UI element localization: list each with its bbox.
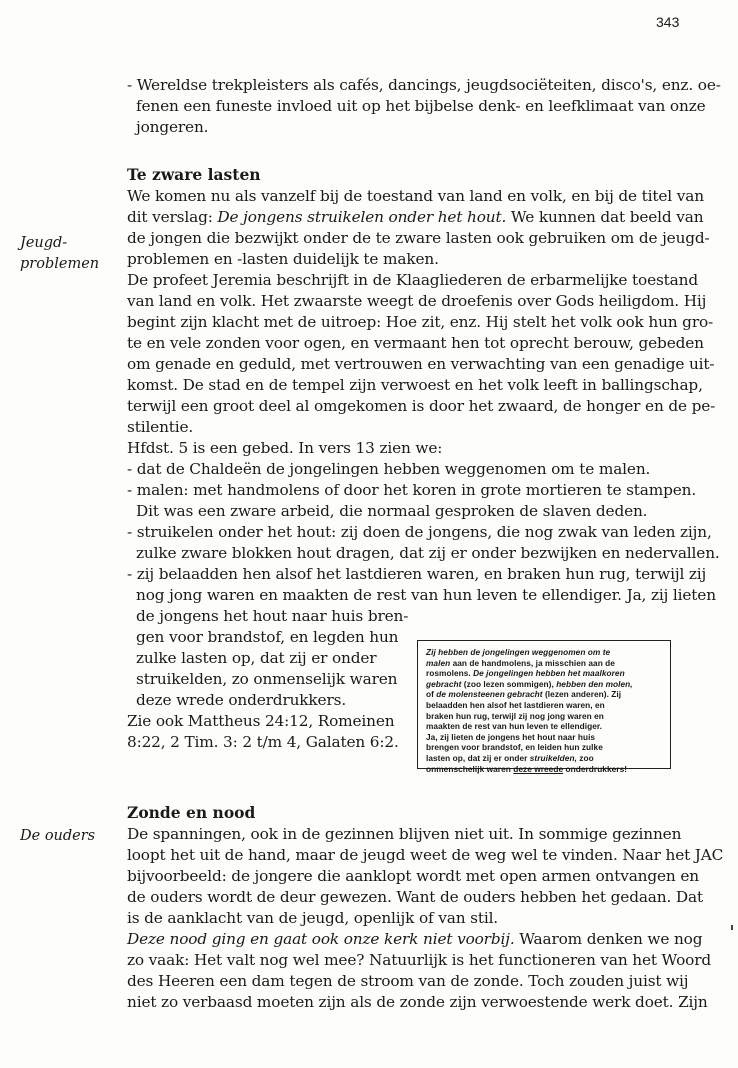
quote-line (426, 647, 666, 658)
body-line: de ouders wordt de deur gewezen. Want de ouders hebben het gedaan. Dat (127, 888, 703, 906)
quote-run: aan de handmolens, ja misschien aan de (450, 657, 615, 668)
margin-note-jeugd: Jeugd- (20, 235, 68, 251)
body-line: begint zijn klacht met de uitroep: Hoe zit, enz. Hij stelt het volk ook hun gro- (127, 313, 714, 331)
page-number: 343 (656, 14, 680, 30)
text-run: Waarom denken we nog (514, 930, 703, 948)
quote-run: (zoo lezen sommigen), (461, 678, 557, 689)
narrow-line: gen voor brandstof, en legden hun (136, 628, 399, 646)
list-item-continuation: zulke zware blokken hout dragen, dat zij er onder bezwijken en nedervallen. (136, 544, 720, 562)
quote-line (426, 668, 666, 679)
list-item: - zij belaadden hen alsof het lastdieren waren, en braken hun rug, terwijl zij (127, 565, 707, 583)
body-line: Hfdst. 5 is een gebed. In vers 13 zien we: (127, 439, 443, 457)
intro-line: jongeren. (136, 118, 209, 136)
quote-line: Ja, zij lieten de jongens het hout naar huis (426, 731, 596, 742)
quote-italic: Zij hebben de jongelingen weggenomen om te (426, 647, 611, 657)
body-line: terwijl een groot deel al omgekomen is door het zwaard, de honger en de pe- (127, 397, 716, 415)
body-line: om genade en geduld, met vertrouwen en verwachting van een genadige uit- (127, 355, 715, 373)
body-line: des Heeren een dam tegen de stroom van de zonde. Toch zouden juist wij (127, 972, 689, 990)
quote-line (426, 764, 666, 775)
narrow-line: struikelden, zo onmenselijk waren (136, 670, 398, 688)
quote-line (426, 679, 666, 690)
scan-mark (731, 925, 733, 930)
body-line: bijvoorbeeld: de jongere die aanklopt wordt met open armen ontvangen en (127, 867, 699, 885)
quote-italic: hebben den molen, (556, 678, 633, 689)
section-heading-te-zware-lasten: Te zware lasten (127, 165, 261, 184)
quote-box (417, 640, 671, 774)
intro-line: - Wereldse trekpleisters als cafés, dancings, jeugdsociëteiten, disco's, enz. oe- (127, 76, 721, 94)
list-item-continuation: nog jong waren en maakten de rest van hun leven te ellendiger. Ja, zij lieten (136, 586, 716, 604)
narrow-line: deze wrede onderdrukkers. (136, 691, 347, 709)
narrow-line: Zie ook Mattheus 24:12, Romeinen (127, 712, 395, 730)
body-line: komst. De stad en de tempel zijn verwoest en het volk leeft in ballingschap, (127, 376, 703, 394)
quote-run: zoo (576, 752, 594, 763)
quote-run: (lezen anderen). Zij (542, 689, 622, 700)
body-line: zo vaak: Het valt nog wel mee? Natuurlijk is het functioneren van het Woord (127, 951, 712, 969)
list-item: - dat de Chaldeën de jongelingen hebben weggenomen om te malen. (127, 460, 651, 478)
italic-title: De jongens struikelen onder het hout. (217, 208, 507, 226)
text-run: dit verslag: (127, 208, 218, 226)
quote-underline: deze wreede (513, 763, 564, 774)
italic-sentence: Deze nood ging en gaat ook onze kerk niet voorbij. (127, 930, 515, 948)
section-heading-zonde-en-nood: Zonde en nood (127, 803, 256, 822)
narrow-line: 8:22, 2 Tim. 3: 2 t/m 4, Galaten 6:2. (127, 733, 399, 751)
list-item-continuation: Dit was een zware arbeid, die normaal gesproken de slaven deden. (136, 502, 648, 520)
quote-run: onmenschelijk waren (426, 763, 514, 774)
quote-run: of (426, 689, 437, 700)
narrow-line: de jongens het hout naar huis bren- (136, 607, 409, 625)
quote-line (426, 689, 666, 700)
list-item: - struikelen onder het hout: zij doen de jongens, die nog zwak van leden zijn, (127, 523, 712, 541)
body-line: te en vele zonden voor ogen, en vermaant hen tot oprecht berouw, gebeden (127, 334, 704, 352)
body-line: is de aanklacht van de jeugd, openlijk of van stil. (127, 909, 499, 927)
margin-note-problemen: problemen (20, 256, 100, 272)
quote-italic: struikelden, (529, 752, 577, 763)
body-line: de jongen die bezwijkt onder de te zware lasten ook gebruiken om de jeugd- (127, 229, 710, 247)
text-run: We kunnen dat beeld van (506, 208, 704, 226)
body-line-with-italic (127, 207, 704, 228)
quote-line: belaadden hen alsof het lastdieren waren, en (426, 699, 605, 710)
body-line: niet zo verbaasd moeten zijn als de zonde zijn verwoestende werk doet. Zijn (127, 993, 708, 1011)
quote-italic: malen (426, 657, 451, 668)
body-line: loopt het uit de hand, maar de jeugd weet de weg wel te vinden. Naar het JAC (127, 846, 724, 864)
body-line: problemen en -lasten duidelijk te maken. (127, 250, 439, 268)
body-line: stilentie. (127, 418, 194, 436)
narrow-line: zulke lasten op, dat zij er onder (136, 649, 377, 667)
quote-line: braken hun rug, terwijl zij nog jong waren en (426, 710, 604, 721)
list-item: - malen: met handmolens of door het koren in grote mortieren te stampen. (127, 481, 697, 499)
quote-line (426, 753, 666, 764)
intro-line: fenen een funeste invloed uit op het bijbelse denk- en leefklimaat van onze (136, 97, 706, 115)
margin-note-de-ouders: De ouders (20, 828, 96, 844)
quote-run: rosmolens. (426, 668, 471, 679)
quote-line: maakten de rest van hun leven te ellendiger. (426, 721, 603, 732)
quote-line (426, 658, 666, 669)
quote-italic: de molensteenen gebracht (436, 689, 543, 700)
quote-run: lasten op, dat zij er onder (426, 752, 530, 763)
body-line: van land en volk. Het zwaarste weegt de droefenis over Gods heiligdom. Hij (127, 292, 707, 310)
body-line: We komen nu als vanzelf bij de toestand van land en volk, en bij de titel van (127, 187, 704, 205)
quote-run: onderdrukkers! (563, 763, 628, 774)
body-line: De spanningen, ook in de gezinnen blijven niet uit. In sommige gezinnen (127, 825, 682, 843)
quote-line: brengen voor brandstof, en leiden hun zulke (426, 742, 603, 753)
body-line: De profeet Jeremia beschrijft in de Klaagliederen de erbarmelijke toestand (127, 271, 698, 289)
quote-italic: De jongelingen hebben het maalkoren (470, 668, 625, 679)
quote-italic: gebracht (426, 678, 462, 689)
body-line-with-italic (127, 929, 703, 950)
